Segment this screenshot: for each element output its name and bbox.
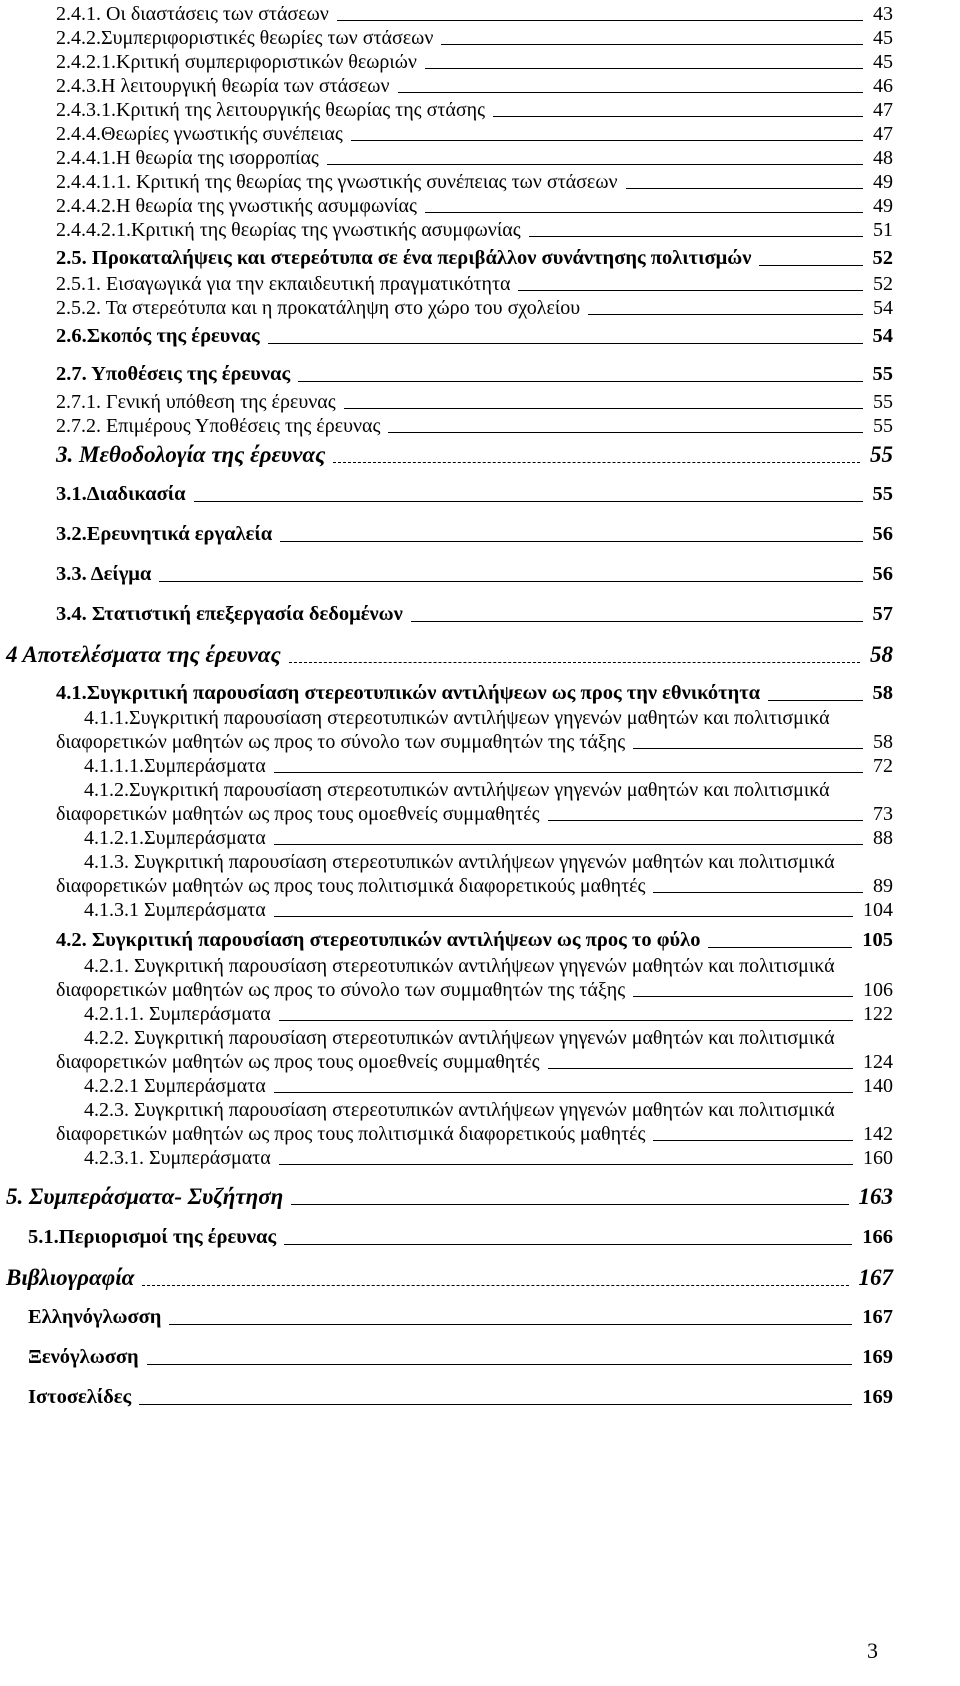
toc-entry <box>6 1266 893 1289</box>
toc-entry-page: 124 <box>863 1051 893 1073</box>
toc-entry-title: 3.2.Ερευνητικά εργαλεία <box>56 523 273 545</box>
toc-leader-line <box>351 140 863 141</box>
toc-entry <box>56 484 893 505</box>
toc-entry <box>56 220 893 240</box>
toc-entry-title: 4.1.2.Συγκριτική παρουσίαση στερεοτυπικών αντιλήψεων γηγενών μαθητών και πολιτισμικά <box>84 779 830 801</box>
toc-entry <box>56 248 893 269</box>
toc-leader-line <box>274 772 863 773</box>
toc-leader-line <box>139 1404 852 1405</box>
toc-leader-line <box>411 621 863 622</box>
toc-entry-page: 55 <box>873 391 893 413</box>
toc-entry-page: 51 <box>873 219 893 241</box>
toc-entry-page: 140 <box>863 1075 893 1097</box>
toc-leader-line <box>274 916 853 917</box>
toc-entry-title: 4.1.Συγκριτική παρουσίαση στερεοτυπικών αντιλήψεων ως προς την εθνικότητα <box>56 682 761 704</box>
toc-entry-title: διαφορετικών μαθητών ως προς το σύνολο των συμμαθητών της τάξης <box>56 731 626 753</box>
toc-leader-line <box>274 1092 853 1093</box>
toc-entry-page: 52 <box>872 247 893 269</box>
toc-entry-title: 4.2.2.1 Συμπεράσματα <box>84 1075 266 1097</box>
toc-entry <box>56 172 893 192</box>
toc-entry-title: 2.4.4.1.Η θεωρία της ισορροπίας <box>56 147 319 169</box>
toc-entry <box>56 604 893 625</box>
toc-entry <box>84 1028 895 1048</box>
toc-entry <box>28 1387 893 1408</box>
toc-entry-title: 2.4.2.1.Κριτική συμπεριφοριστικών θεωριών <box>56 51 417 73</box>
toc-entry-page: 56 <box>872 563 893 585</box>
toc-entry-page: 45 <box>873 51 893 73</box>
toc-entry <box>84 956 895 976</box>
toc-entry <box>84 900 893 920</box>
toc-entry-title: 3.4. Στατιστική επεξεργασία δεδομένων <box>56 603 403 625</box>
toc-leader-line <box>298 381 862 382</box>
toc-entry-title: 2.5.1. Εισαγωγικά για την εκπαιδευτική πραγματικότητα <box>56 273 511 295</box>
toc-entry-title: 2.4.3.1.Κριτική της λειτουργικής θεωρίας της στάσης <box>56 99 486 121</box>
toc-entry-title: 2.7.2. Επιμέρους Υποθέσεις της έρευνας <box>56 415 381 437</box>
toc-entry-page: 43 <box>873 3 893 25</box>
toc-entry-page: 88 <box>873 827 893 849</box>
toc-leader-line <box>588 314 863 315</box>
toc-entry-page: 122 <box>863 1003 893 1025</box>
toc-entry <box>56 298 893 318</box>
toc-entry-page: 163 <box>858 1184 893 1209</box>
toc-leader-line <box>548 1068 853 1069</box>
toc-entry-title: 2.7.1. Γενική υπόθεση της έρευνας <box>56 391 336 413</box>
toc-entry-page: 45 <box>873 27 893 49</box>
toc-entry <box>84 756 893 776</box>
toc-entry-title: 2.4.4.2.Η θεωρία της γνωστικής ασυμφωνίας <box>56 195 417 217</box>
toc-entry-title: 2.7. Υποθέσεις της έρευνας <box>56 363 291 385</box>
toc-leader-line <box>529 236 863 237</box>
toc-entry <box>56 76 893 96</box>
toc-entry <box>56 1124 893 1144</box>
toc-entry <box>6 643 893 666</box>
toc-leader-line <box>626 188 863 189</box>
toc-entry <box>56 148 893 168</box>
toc-leader-line <box>284 1244 852 1245</box>
toc-leader-line <box>388 432 863 433</box>
toc-entry <box>56 100 893 120</box>
toc-entry <box>56 804 893 824</box>
page-number: 3 <box>867 1638 878 1663</box>
toc-entry-title: 4.1.3.1 Συμπεράσματα <box>84 899 266 921</box>
toc-entry <box>84 1100 895 1120</box>
toc-entry-title: 4.2. Συγκριτική παρουσίαση στερεοτυπικών αντιλήψεων ως προς το φύλο <box>56 929 701 951</box>
toc-leader-line <box>274 844 863 845</box>
toc-entry-page: 105 <box>862 929 893 951</box>
toc-entry <box>84 828 893 848</box>
toc-entry <box>84 780 895 800</box>
toc-entry-page: 56 <box>872 523 893 545</box>
toc-leader-line <box>633 748 863 749</box>
toc-entry-page: 54 <box>873 297 893 319</box>
toc-entry-title: 3.3. Δείγμα <box>56 563 152 585</box>
toc-entry-page: 47 <box>873 99 893 121</box>
toc-entry-page: 167 <box>858 1265 893 1290</box>
toc-leader-line <box>398 92 863 93</box>
toc-leader-line <box>279 1020 853 1021</box>
toc-leader-line <box>759 265 862 266</box>
toc-entry <box>84 852 895 872</box>
toc-entry <box>28 1307 893 1328</box>
toc-entry-title: 4.2.2. Συγκριτική παρουσίαση στερεοτυπικών αντιλήψεων γηγενών μαθητών και πολιτισμικά <box>84 1027 835 1049</box>
toc-leader-line <box>291 1204 848 1205</box>
toc-entry <box>56 930 893 951</box>
toc-entry <box>56 732 893 752</box>
toc-leader-line <box>280 541 862 542</box>
toc-entry-title: διαφορετικών μαθητών ως προς τους ομοεθνείς συμμαθητές <box>56 803 540 825</box>
toc-entry <box>56 683 893 704</box>
toc-leader-line <box>708 947 852 948</box>
toc-leader-line <box>441 44 863 45</box>
toc-entry <box>28 1227 893 1248</box>
toc-entry-page: 55 <box>870 442 893 467</box>
toc-leader-line <box>159 581 862 582</box>
toc-leader-line <box>333 462 860 463</box>
toc-entry-title: διαφορετικών μαθητών ως προς τους πολιτισμικά διαφορετικούς μαθητές <box>56 875 646 897</box>
toc-entry-page: 166 <box>862 1226 893 1248</box>
toc-entry <box>84 708 895 728</box>
toc-entry-title: Βιβλιογραφία <box>6 1265 135 1290</box>
toc-leader-line <box>653 1140 853 1141</box>
toc-entry <box>28 1347 893 1368</box>
toc-entry-page: 89 <box>873 875 893 897</box>
toc-entry-title: 5. Συμπεράσματα- Συζήτηση <box>6 1184 284 1209</box>
toc-entry-title: 4.2.3. Συγκριτική παρουσίαση στερεοτυπικών αντιλήψεων γηγενών μαθητών και πολιτισμικά <box>84 1099 835 1121</box>
toc-leader-line <box>425 68 863 69</box>
toc-entry <box>84 1004 893 1024</box>
toc-entry-page: 48 <box>873 147 893 169</box>
toc-entry-title: 2.4.4.2.1.Κριτική της θεωρίας της γνωστικής ασυμφωνίας <box>56 219 521 241</box>
toc-entry <box>56 443 893 466</box>
toc-entry-title: 2.4.3.Η λειτουργική θεωρία των στάσεων <box>56 75 390 97</box>
toc-entry-title: 4.1.3. Συγκριτική παρουσίαση στερεοτυπικών αντιλήψεων γηγενών μαθητών και πολιτισμικά <box>84 851 835 873</box>
toc-entry-page: 49 <box>873 195 893 217</box>
toc-leader-line <box>633 996 853 997</box>
toc-entry-page: 55 <box>872 483 893 505</box>
toc-entry-page: 73 <box>873 803 893 825</box>
toc-leader-line <box>169 1324 852 1325</box>
toc-entry <box>56 1052 893 1072</box>
toc-entry-page: 52 <box>873 273 893 295</box>
toc-leader-line <box>279 1164 853 1165</box>
toc-entry <box>84 1076 893 1096</box>
toc-entry <box>56 524 893 545</box>
toc-leader-line <box>425 212 863 213</box>
toc-entry-page: 55 <box>872 363 893 385</box>
toc-entry-page: 169 <box>862 1386 893 1408</box>
toc-entry-title: 4.2.3.1. Συμπεράσματα <box>84 1147 271 1169</box>
toc-leader-line <box>548 820 863 821</box>
toc-leader-line <box>493 116 863 117</box>
toc-entry-title: διαφορετικών μαθητών ως προς τους ομοεθνείς συμμαθητές <box>56 1051 540 1073</box>
toc-entry-title: Ιστοσελίδες <box>28 1386 132 1408</box>
toc-entry-title: Ελληνόγλωσση <box>28 1306 162 1328</box>
toc-entry-page: 104 <box>863 899 893 921</box>
toc-entry <box>56 124 893 144</box>
toc-entry <box>56 392 893 412</box>
toc-leader-line <box>344 408 863 409</box>
toc-entry-title: 3. Μεθοδολογία της έρευνας <box>56 442 326 467</box>
toc-entry-title: διαφορετικών μαθητών ως προς το σύνολο των συμμαθητών της τάξης <box>56 979 626 1001</box>
toc-entry <box>56 876 893 896</box>
toc-entry <box>56 28 893 48</box>
toc-entry-title: 4.1.2.1.Συμπεράσματα <box>84 827 266 849</box>
toc-entry-title: 2.5.2. Τα στερεότυπα και η προκατάληψη στο χώρο του σχολείου <box>56 297 581 319</box>
toc-entry <box>56 196 893 216</box>
toc-entry-page: 58 <box>870 642 893 667</box>
toc-entry-page: 106 <box>863 979 893 1001</box>
toc-entry-title: 4 Αποτελέσματα της έρευνας <box>6 642 281 667</box>
toc-entry <box>6 1185 893 1208</box>
toc-entry-page: 47 <box>873 123 893 145</box>
toc-leader-line <box>194 501 863 502</box>
toc-leader-line <box>142 1285 848 1286</box>
toc-leader-line <box>147 1364 853 1365</box>
toc-entry <box>56 326 893 347</box>
toc-entry-title: διαφορετικών μαθητών ως προς τους πολιτισμικά διαφορετικούς μαθητές <box>56 1123 646 1145</box>
toc-entry-title: 5.1.Περιορισμοί της έρευνας <box>28 1226 277 1248</box>
toc-entry-title: 2.4.4.Θεωρίες γνωστικής συνέπειας <box>56 123 343 145</box>
toc-entry-page: 72 <box>873 755 893 777</box>
toc-leader-line <box>518 290 863 291</box>
toc-leader-line <box>653 892 863 893</box>
toc-entry <box>84 1148 893 1168</box>
toc-entry <box>56 980 893 1000</box>
toc-entry <box>56 564 893 585</box>
toc-entry-title: 3.1.Διαδικασία <box>56 483 186 505</box>
toc-entry-title: 4.2.1.1. Συμπεράσματα <box>84 1003 271 1025</box>
toc-entry-title: 4.1.1.1.Συμπεράσματα <box>84 755 266 777</box>
toc-entry <box>56 416 893 436</box>
toc-entry <box>56 274 893 294</box>
toc-leader-line <box>327 164 863 165</box>
toc-entry-title: Ξενόγλωσση <box>28 1346 139 1368</box>
toc-leader-line <box>268 343 863 344</box>
toc-entry-page: 49 <box>873 171 893 193</box>
toc-entry-page: 58 <box>873 731 893 753</box>
toc-entry-page: 142 <box>863 1123 893 1145</box>
toc-leader-line <box>337 20 863 21</box>
toc-entry-title: 4.1.1.Συγκριτική παρουσίαση στερεοτυπικών αντιλήψεων γηγενών μαθητών και πολιτισμικά <box>84 707 830 729</box>
toc-entry-title: 2.4.2.Συμπεριφοριστικές θεωρίες των στάσεων <box>56 27 434 49</box>
toc-entry <box>56 52 893 72</box>
toc-entry-page: 57 <box>872 603 893 625</box>
toc-entry-page: 46 <box>873 75 893 97</box>
toc-entry-title: 2.5. Προκαταλήψεις και στερεότυπα σε ένα περιβάλλον συνάντησης πολιτισμών <box>56 247 752 269</box>
toc-entry-page: 58 <box>872 682 893 704</box>
toc-entry-title: 2.4.4.1.1. Κριτική της θεωρίας της γνωστικής συνέπειας των στάσεων <box>56 171 618 193</box>
toc-leader-line <box>289 662 860 663</box>
toc-entry <box>56 364 893 385</box>
toc-entry-page: 55 <box>873 415 893 437</box>
toc-entry-title: 4.2.1. Συγκριτική παρουσίαση στερεοτυπικών αντιλήψεων γηγενών μαθητών και πολιτισμικά <box>84 955 835 977</box>
toc-entry-page: 169 <box>862 1346 893 1368</box>
toc-leader-line <box>768 700 862 701</box>
toc-entry-title: 2.4.1. Οι διαστάσεις των στάσεων <box>56 3 329 25</box>
toc-entry-page: 167 <box>862 1306 893 1328</box>
toc-entry <box>56 4 893 24</box>
toc-entry-page: 54 <box>872 325 893 347</box>
toc-entry-page: 160 <box>863 1147 893 1169</box>
toc-entry-title: 2.6.Σκοπός της έρευνας <box>56 325 260 347</box>
